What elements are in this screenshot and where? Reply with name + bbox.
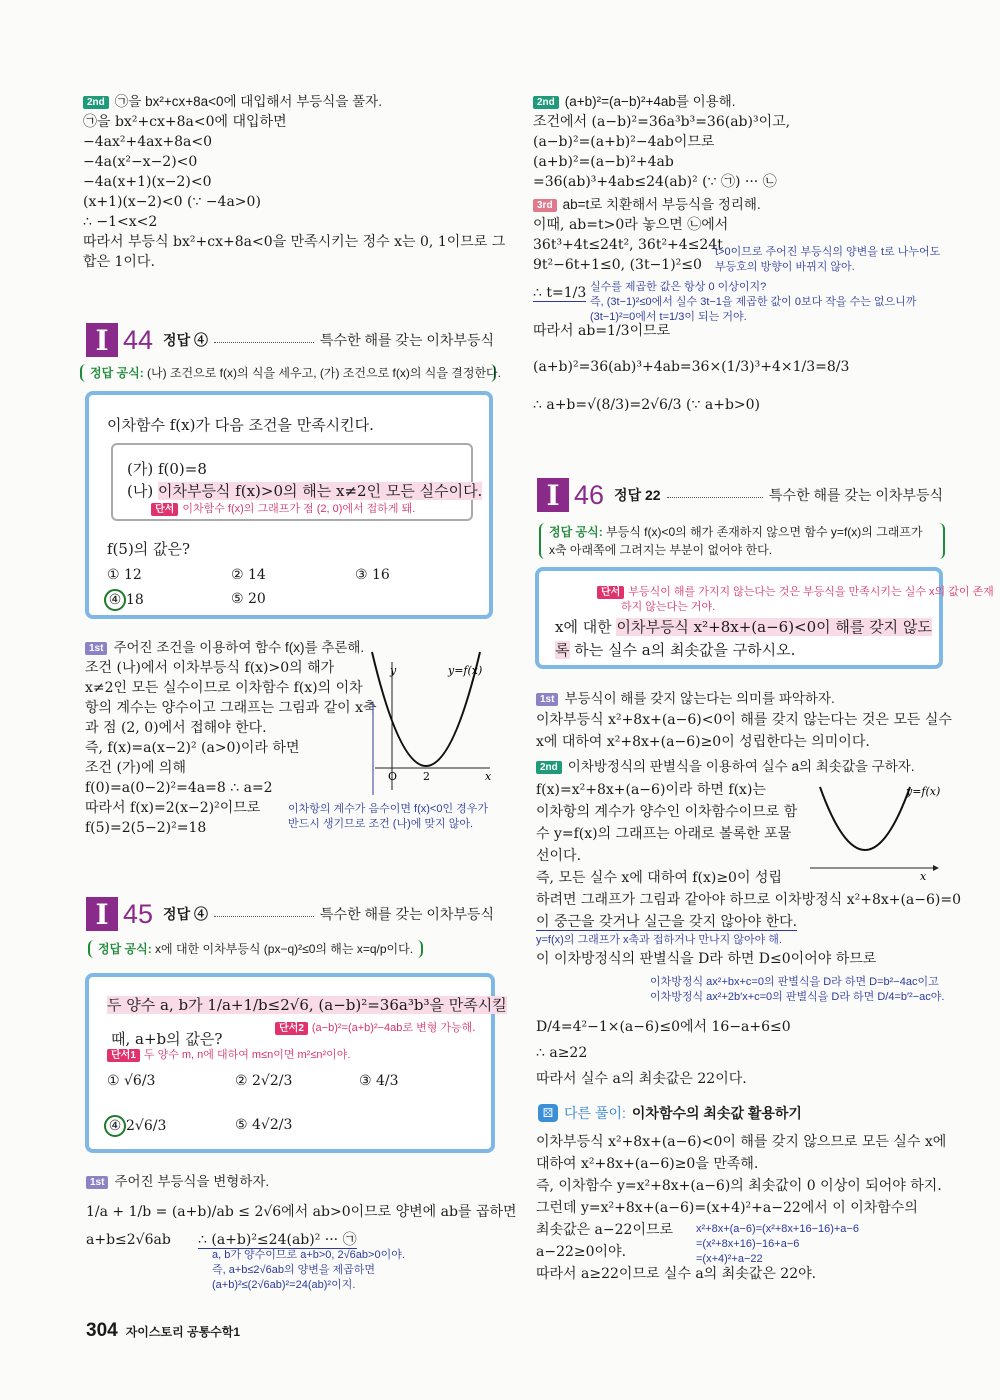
note-line: =(x²+8x+16)−16+a−6 — [696, 1238, 800, 1250]
solution-line: x에 대하여 x²+8x+(a−6)≥0이 성립한다는 의미이다. — [536, 734, 870, 750]
choice-1[interactable]: ① 12 — [107, 567, 142, 583]
formula-45 — [88, 940, 423, 958]
note-line: t>0이므로 주어진 부등식의 양변을 t로 나누어도 — [715, 246, 941, 258]
solution-line: 그런데 y=x²+8x+(a−6)=(x+4)²+a−22에서 이 이차함수의 — [536, 1200, 918, 1216]
solution-line: D/4=4²−1×(a−6)≤0에서 16−a+6≤0 — [536, 1019, 791, 1035]
note-line: 이차방정식 ax²+bx+c=0의 판별식을 D라 하면 D=b²−4ac이고 — [650, 976, 939, 988]
solution-line: ∴ a≥22 — [536, 1045, 588, 1061]
answer: 정답 ④ — [163, 906, 208, 922]
choice-4-selected[interactable] — [107, 589, 144, 611]
choice-4-selected[interactable] — [107, 1115, 166, 1137]
solution-line: ∴ −1<x<2 — [83, 214, 158, 230]
stem-highlight: 록 — [555, 641, 570, 659]
problem-stem-2: 때, a+b의 값은? — [111, 1030, 223, 1048]
step-title: (a+b)²=(a−b)²+4ab를 이용해. — [564, 94, 736, 109]
note-line: =(x+4)²+a−22 — [696, 1253, 763, 1265]
solution-line: =36(ab)³+4ab≤24(ab)² (∵ ㉠) ··· ㉡ — [533, 174, 777, 190]
hint — [151, 502, 415, 517]
solution-line: 즉, 모든 실수 x에 대하여 f(x)≥0이 성립 — [536, 870, 782, 886]
chapter-badge: I — [86, 323, 118, 357]
solution-line: 9t²−6t+1≤0, (3t−1)²≤0 — [533, 257, 702, 273]
solution-line: 최솟값은 a−22이므로 — [536, 1222, 674, 1238]
stem-text: x에 대한 — [555, 618, 617, 636]
answer: 정답 ④ — [163, 332, 208, 348]
p45-step1 — [86, 1172, 517, 1222]
solution-line: f(x)=x²+8x+(a−6)이라 하면 f(x)는 — [536, 782, 766, 798]
hint-text: 두 양수 m, n에 대하여 m≤n이면 m²≤n²이야. — [143, 1049, 351, 1061]
hint-text: 이차함수 f(x)의 그래프가 점 (2, 0)에서 접하게 돼. — [182, 503, 416, 515]
note-line: 즉, a+b≤2√6ab의 양변을 제곱하면 — [212, 1264, 376, 1276]
solution-line: 이 이차방정식의 판별식을 D라 하면 D≤0이어야 하므로 — [536, 951, 877, 967]
formula-key: 정답 공식: — [90, 366, 144, 380]
solution-line: 따라서 ab=1/3이므로 — [533, 323, 671, 339]
solution-line: 수 y=f(x)의 그래프는 아래로 볼록한 포물 — [536, 826, 792, 842]
problem-number: 46 — [574, 479, 605, 510]
solution-line: 따라서 f(x)=2(x−2)²이므로 — [85, 800, 261, 816]
solution-line: 조건에서 (a−b)²=36a³b³=36(ab)³이고, — [533, 114, 791, 130]
note-line: 반드시 생기므로 조건 (나)에 맞지 않아. — [288, 818, 474, 830]
p45-note — [212, 1248, 405, 1293]
step-title: ㉠을 bx²+cx+8a<0에 대입해서 부등식을 풀자. — [114, 94, 382, 109]
solution-line: ㉠을 bx²+cx+8a<0에 대입하면 — [83, 114, 287, 130]
solution-line: 이차부등식 x²+8x+(a−6)<0이 해를 갖지 않으므로 모든 실수 x에 — [536, 1134, 947, 1150]
alt-note — [696, 1222, 859, 1267]
problem-stem-2 — [555, 640, 795, 660]
x-axis-label: x — [920, 870, 927, 883]
stem-text: 두 양수 a, b가 1/a+1/b≤2√6, (a−b)²=36a³b³을 만족시킬 — [107, 996, 507, 1014]
hint-text-2: 하지 않는다는 거야. — [621, 601, 716, 613]
selected-circle-icon: ④ — [104, 589, 126, 611]
p44-note — [288, 802, 488, 832]
solution-line: 이차항의 계수가 양수인 이차함수이므로 함 — [536, 804, 798, 820]
curve-label: y=f(x) — [448, 664, 483, 677]
solution-line: x≠2인 모든 실수이므로 이차함수 f(x)의 이차 — [85, 680, 363, 696]
problem-stem — [107, 995, 507, 1015]
solution-line: −4ax²+4ax+8a<0 — [83, 134, 212, 150]
arrow-icon — [933, 865, 939, 871]
step-badge: 3rd — [533, 199, 557, 212]
choice-value: 18 — [126, 592, 144, 608]
note-line: 이차방정식 ax²+2b′x+c=0의 판별식을 D라 하면 D/4=b′²−ac야. — [650, 991, 945, 1003]
curve-label: y=f(x) — [906, 785, 941, 798]
solution-line: 이차부등식 x²+8x+(a−6)<0이 해를 갖지 않는다는 것은 모든 실수 — [536, 712, 952, 728]
solution-line: (a−b)²=(a+b)²−4ab이므로 — [533, 134, 715, 150]
solution-line: f(5)=2(5−2)²=18 — [85, 820, 207, 836]
solution-line: f(0)=a(0−2)²=4a=8 ∴ a=2 — [85, 780, 273, 796]
line-list — [86, 1202, 517, 1222]
question: f(5)의 값은? — [107, 540, 191, 558]
formula-text-2: x축 아래쪽에 그려지는 부분이 없어야 한다. — [549, 543, 773, 557]
note-line: 부등호의 방향이 바뀌지 않아. — [715, 261, 855, 273]
solution-line: 조건 (가)에 의해 — [85, 760, 186, 776]
problem-46-header — [537, 477, 943, 513]
solution-line: 즉, f(x)=a(x−2)² (a>0)이라 하면 — [85, 740, 300, 756]
p46-step2-cont — [536, 1014, 791, 1092]
p45-note-2 — [590, 280, 916, 325]
solution-line: 합은 1이다. — [83, 254, 155, 270]
choice-5[interactable]: ⑤ 20 — [231, 591, 266, 607]
chapter-badge: I — [86, 897, 118, 931]
p46-step1 — [536, 689, 952, 753]
formula-key: 정답 공식: — [549, 525, 603, 539]
problem-stem: 이차함수 f(x)가 다음 조건을 만족시킨다. — [107, 416, 374, 434]
underlined-result: ∴ (a+b)²≤24(ab)² ··· ㉠ — [198, 1232, 357, 1248]
topic: 특수한 해를 갖는 이차부등식 — [320, 906, 494, 922]
solution-line: 과 점 (2, 0)에서 접해야 한다. — [85, 720, 267, 736]
hint-2 — [275, 1021, 475, 1036]
solution-line: 36t³+4t≤24t², 36t²+4≤24t — [533, 237, 723, 253]
origin-label: O — [388, 770, 398, 783]
solution-line: a+b≤2√6ab — [86, 1232, 171, 1248]
hint — [597, 585, 994, 615]
formula-46 — [539, 523, 945, 559]
problem-44-box — [85, 391, 493, 619]
p45-note-1 — [715, 245, 940, 275]
step-title: 주어진 부등식을 변형하자. — [114, 1174, 270, 1189]
note-line: x²+8x+(a−6)=(x²+8x+16−16)+a−6 — [696, 1223, 859, 1235]
problem-stem — [555, 617, 932, 637]
step-badge: 2nd — [533, 96, 559, 109]
book-title: 자이스토리 공통수학1 — [125, 1325, 241, 1339]
underlined-result: ∴ t=1/3 — [533, 285, 587, 301]
solution-line: 따라서 부등식 bx²+cx+8a<0을 만족시키는 정수 x는 0, 1이므로 그 — [83, 234, 506, 250]
underlined-text: 이 중근을 갖거나 실근을 갖지 않아야 한다. — [536, 914, 798, 930]
solution-line: (a+b)²=36(ab)³+4ab=36×(1/3)³+4×1/3=8/3 — [533, 359, 850, 375]
problem-number: 45 — [123, 898, 154, 929]
solution-line: 조건 (나)에서 이차부등식 f(x)>0의 해가 — [85, 660, 335, 676]
solution-line: 즉, 이차함수 y=x²+8x+(a−6)의 최솟값이 0 이상이 되어야 하지. — [536, 1178, 942, 1194]
solution-line: 대하여 x²+8x+(a−6)≥0을 만족해. — [536, 1156, 759, 1172]
step-badge: 1st — [85, 642, 107, 655]
problem-45-box — [85, 973, 507, 1153]
alternative-solution-header — [538, 1103, 802, 1123]
tick-label-2: 2 — [423, 770, 430, 783]
solution-line: −4a(x²−x−2)<0 — [83, 154, 198, 170]
hint-badge: 단서 — [151, 503, 178, 516]
p43-step2 — [83, 92, 505, 272]
step-badge: 2nd — [536, 761, 562, 774]
choice-2[interactable]: ② 2√2/3 — [235, 1073, 293, 1089]
p46-note-2 — [650, 975, 944, 1005]
x-axis-label: x — [485, 770, 492, 783]
solution-line: −4a(x+1)(x−2)<0 — [83, 174, 212, 190]
parabola-curve — [820, 787, 910, 850]
note-line: (a+b)²≤(2√6ab)²=24(ab)²이지. — [212, 1279, 356, 1291]
hint-text: (a−b)²=(a+b)²−4ab로 변형 가능해. — [311, 1022, 476, 1034]
solution-line: (a+b)²=(a−b)²+4ab — [533, 154, 674, 170]
note-line: 즉, (3t−1)²≤0에서 실수 3t−1을 제곱한 값이 0보다 작을 수는 없으니까 — [590, 296, 917, 308]
line-list — [533, 112, 790, 192]
note-line: a, b가 양수이므로 a+b>0, 2√6ab>0이야. — [212, 1249, 405, 1261]
step-title: 주어진 조건을 이용하여 함수 f(x)를 추론해. — [113, 640, 365, 655]
solution-line: ∴ a+b=√(8/3)=2√6/3 (∵ a+b>0) — [533, 397, 761, 413]
solution-line — [198, 1230, 357, 1250]
leader-dots — [667, 497, 763, 498]
leader-dots — [214, 342, 314, 343]
condition-a: (가) f(0)=8 — [127, 460, 207, 478]
solution-line: 이때, ab=t>0라 놓으면 ㉡에서 — [533, 217, 729, 233]
condition-b — [127, 481, 482, 501]
page-number: 304 — [86, 1320, 118, 1341]
condition-b-label: (나) — [127, 482, 158, 500]
step-title: 부등식이 해를 갖지 않는다는 의미를 파악하자. — [564, 691, 835, 706]
choice-2[interactable]: ② 14 — [231, 567, 266, 583]
note-line: (3t−1)²=0에서 t=1/3이 되는 거야. — [590, 311, 747, 323]
answer: 정답 22 — [614, 487, 661, 503]
y-axis-label: y — [390, 664, 397, 677]
hint-badge: 단서 — [597, 586, 624, 599]
solution-line: a−22≥0이야. — [536, 1244, 627, 1260]
parabola-graph-46 — [808, 783, 948, 883]
stem-text: 하는 실수 a의 최솟값을 구하시오. — [569, 641, 796, 659]
solution-line — [536, 911, 961, 933]
parabola-graph-44 — [370, 650, 500, 800]
step-badge: 1st — [536, 693, 558, 706]
choice-5[interactable]: ⑤ 4√2/3 — [235, 1117, 293, 1133]
choice-3[interactable]: ③ 16 — [355, 567, 390, 583]
stem-highlight: 이차부등식 x²+8x+(a−6)<0이 해를 갖지 않도 — [616, 618, 932, 636]
problem-46-box — [535, 567, 994, 669]
leader-dots — [214, 916, 314, 917]
problem-number: 44 — [123, 324, 154, 355]
formula-text: x에 대한 이차부등식 (px−q)²≤0의 해는 x=q/p이다. — [151, 942, 414, 956]
step-title: ab=t로 치환해서 부등식을 정리해. — [562, 197, 761, 212]
step-title: 이차방정식의 판별식을 이용하여 실수 a의 최솟값을 구하자. — [567, 759, 915, 774]
solution-line: 따라서 실수 a의 최솟값은 22이다. — [536, 1071, 747, 1087]
alt-title: 이차함수의 최솟값 활용하기 — [631, 1105, 802, 1121]
problem-44-header — [86, 322, 494, 358]
solution-line: (x+1)(x−2)<0 (∵ −4a>0) — [83, 194, 261, 210]
line-list — [83, 112, 505, 272]
solution-line: 항의 계수는 양수이고 그래프는 그림과 같이 x축 — [85, 700, 377, 716]
solution-line: 따라서 a≥22이므로 실수 a의 최솟값은 22야. — [536, 1266, 817, 1282]
formula-text: 부등식 f(x)<0의 해가 존재하지 않으면 함수 y=f(x)의 그래프가 — [602, 525, 923, 539]
selected-circle-icon: ④ — [104, 1115, 126, 1137]
choice-1[interactable]: ① √6/3 — [107, 1073, 156, 1089]
choice-3[interactable]: ③ 4/3 — [359, 1073, 399, 1089]
hint-badge: 단서1 — [107, 1049, 140, 1062]
formula-44 — [80, 364, 501, 382]
topic: 특수한 해를 갖는 이차부등식 — [769, 487, 943, 503]
chapter-badge: I — [537, 478, 569, 512]
problem-45-header — [86, 896, 494, 932]
note-line: y=f(x)의 그래프가 x축과 접하거나 만나지 않아야 해. — [536, 934, 782, 946]
topic: 특수한 해를 갖는 이차부등식 — [320, 332, 494, 348]
page-footer — [86, 1320, 240, 1342]
p45-step2 — [533, 92, 790, 192]
note-line: 이차항의 계수가 음수이면 f(x)<0인 경우가 — [288, 803, 489, 815]
step-badge: 1st — [86, 1176, 108, 1189]
solution-line: 선이다. — [536, 848, 582, 864]
note-line: 실수를 제곱한 값은 항상 0 이상이지? — [590, 281, 767, 293]
hint-badge: 단서2 — [275, 1022, 308, 1035]
choice-value: 2√6/3 — [126, 1118, 167, 1134]
hint-1 — [107, 1048, 350, 1063]
formula-key: 정답 공식: — [98, 942, 152, 956]
conditions-box — [111, 443, 483, 521]
line-list — [536, 709, 952, 753]
hint-text: 부등식이 해를 가지지 않는다는 것은 부등식을 만족시키는 실수 x의 값이 존재 — [628, 586, 994, 598]
step-badge: 2nd — [83, 96, 109, 109]
solution-line: 1/a + 1/b = (a+b)/ab ≤ 2√6에서 ab>0이므로 양변에 ab를 곱하면 — [86, 1204, 517, 1220]
solution-line: 하려면 그래프가 그림과 같아야 하므로 이차방정식 x²+8x+(a−6)=0 — [536, 892, 962, 908]
formula-text: (나) 조건으로 f(x)의 식을 세우고, (가) 조건으로 f(x)의 식을 결정한다. — [143, 366, 501, 380]
dice-icon: ⚄ — [538, 1104, 558, 1122]
condition-b-text: 이차부등식 f(x)>0의 해는 x≠2인 모든 실수이다. — [157, 482, 483, 500]
alt-label: 다른 풀이: — [564, 1105, 626, 1121]
